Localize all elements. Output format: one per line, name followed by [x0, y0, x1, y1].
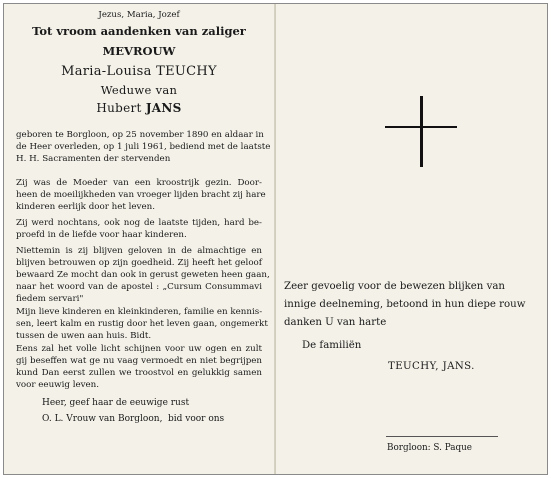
paragraph-3-line-3: bewaard Ze mocht dan ook in gerust geweten heen gaan,	[16, 270, 270, 280]
paragraph-5-line-3: kund Dan eerst zullen we troostvol en gelukkig samen	[16, 368, 262, 378]
paragraph-1-line-1: Zij was de Moeder van een kroostrijk gezin. Door-	[16, 178, 262, 188]
paragraph-3-line-1: Niettemin is zij blijven geloven in de almachtige en	[16, 246, 262, 256]
husband-family-name: JANS	[145, 101, 182, 115]
paragraph-4-line-1: Mijn lieve kinderen en kleinkinderen, familie en kennis-	[16, 307, 263, 317]
husband-given-name: Hubert	[96, 101, 142, 115]
paragraph-5-line-1: Eens zal het volle licht schijnen voor uw ogen en zult	[16, 344, 262, 354]
husband-name	[4, 101, 274, 115]
paragraph-5-line-2: gij beseffen wat ge nu vaag vermoedt en niet begrijpen	[16, 356, 262, 366]
paragraph-3-line-5: fiedem servari"	[16, 294, 84, 304]
printer-rule	[386, 436, 498, 437]
prayer-eternal-rest: Heer, geef haar de eeuwige rust	[42, 398, 190, 408]
prayer-our-lady: O. L. Vrouw van Borgloon,	[42, 414, 163, 424]
birth-line-1: geboren te Borgloon, op 25 november 1890 en aldaar in	[16, 130, 264, 140]
deceased-given-name: Maria-Louisa	[61, 64, 152, 79]
memorial-card	[3, 3, 548, 475]
cross-icon-vertical	[420, 96, 423, 167]
paragraph-4-line-3: tussen de uwen aan huis. Bidt.	[16, 331, 152, 341]
title-mevrouw: MEVROUW	[102, 44, 176, 58]
printer-credit: Borgloon: S. Paque	[387, 443, 473, 453]
paragraph-1-line-3: kinderen eerlijk door het leven.	[16, 202, 155, 212]
paragraph-1-line-2: heen de moeilijkheden van vroeger lijden bracht zij hare	[16, 190, 266, 200]
paragraph-2-line-2: proefd in de liefde voor haar kinderen.	[16, 230, 187, 240]
birth-line-3: H. H. Sacramenten der stervenden	[16, 154, 171, 164]
prayer-pray-for-us: bid voor ons	[168, 414, 225, 424]
memorial-heading: Tot vroom aandenken van zaliger	[32, 24, 246, 38]
thanks-line-3: danken U van harte	[284, 317, 387, 328]
left-panel	[4, 4, 274, 474]
deceased-family-name: TEUCHY	[156, 64, 217, 79]
paragraph-5-line-4: voor eeuwig leven.	[16, 380, 100, 390]
paragraph-3-line-4: naar het woord van de apostel : „Cursum Consummavi	[16, 282, 262, 292]
paragraph-4-line-2: sen, leert kalm en rustig door het leven gaan, ongemerkt	[16, 319, 268, 329]
thanks-line-1: Zeer gevoelig voor de bewezen blijken van	[284, 281, 505, 292]
cross-icon-horizontal	[385, 126, 457, 128]
widow-of-label: Weduwe van	[100, 83, 178, 97]
right-panel	[276, 4, 548, 474]
paragraph-3-line-2: blijven betrouwen op zijn goedheid. Zij heeft het geloof	[16, 258, 262, 268]
families-label: De familiën	[302, 340, 362, 351]
birth-line-2: de Heer overleden, op 1 juli 1961, bediend met de laatste	[16, 142, 271, 152]
thanks-line-2: innige deelneming, betoond in hun diepe rouw	[284, 299, 526, 310]
invocation: Jezus, Maria, Jozef	[98, 10, 180, 20]
paragraph-2-line-1: Zij werd nochtans, ook nog de laatste tijden, hard be-	[16, 218, 262, 228]
family-names: TEUCHY, JANS.	[388, 361, 475, 372]
deceased-name	[4, 64, 274, 79]
